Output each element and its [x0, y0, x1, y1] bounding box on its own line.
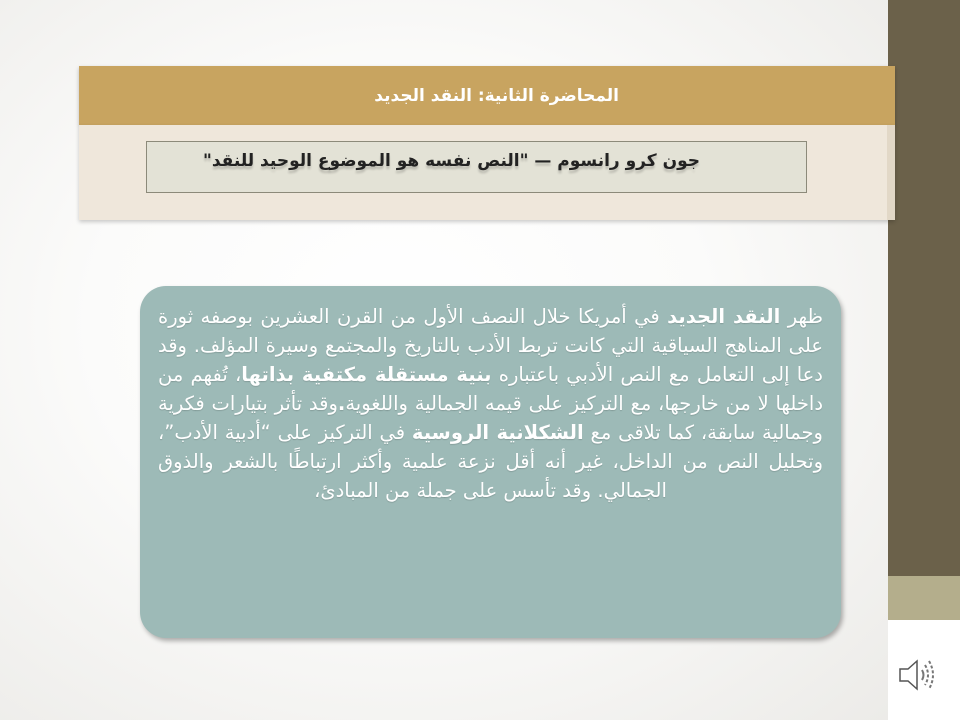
- subtitle-band-edge: [887, 125, 895, 220]
- sidebar-decoration-bottom: [888, 576, 960, 720]
- body-text: [158, 302, 823, 505]
- body-segment: في أمريكا خلال النصف الأول من القرن العشرين بوصفه ثورة على المناهج السياقية التي كانت تربط الأدب بالتاريخ والمجتمع وسيرة المؤلف. وقد دعا إلى التعامل مع النص الأدبي باعتباره: [158, 305, 823, 386]
- body-emphasis: الشكلانية الروسية: [411, 421, 584, 444]
- speaker-icon[interactable]: [896, 654, 938, 696]
- body-segment: في التركيز على “أدبية الأدب”، وتحليل النص من الداخل، غير أنه أقل نزعة علمية وأكثر ارتباطًا بالشعر والذوق الجمالي. وقد تأسس على جملة من المبادئ،: [158, 421, 823, 502]
- title-band: [79, 66, 895, 125]
- body-segment: ظهر: [780, 305, 823, 328]
- slide-title: المحاضرة الثانية: النقد الجديد: [374, 86, 619, 106]
- quote-box: [146, 141, 807, 193]
- quote-text: جون كرو رانسوم — "النص نفسه هو الموضوع الوحيد للنقد": [202, 151, 700, 171]
- content-panel: [140, 286, 841, 638]
- body-segment: ، تُفهم من داخلها لا من خارجها، مع التركيز على قيمه الجمالية واللغوية: [158, 363, 824, 415]
- sidebar-decoration-top: [888, 0, 960, 576]
- body-emphasis: بنية مستقلة مكتفية بذاتها: [241, 363, 492, 386]
- body-emphasis: .: [337, 392, 346, 415]
- body-segment: وقد تأثر بتيارات فكرية وجمالية سابقة، كما تلاقى مع: [158, 392, 823, 444]
- body-emphasis: النقد الجديد: [667, 305, 781, 328]
